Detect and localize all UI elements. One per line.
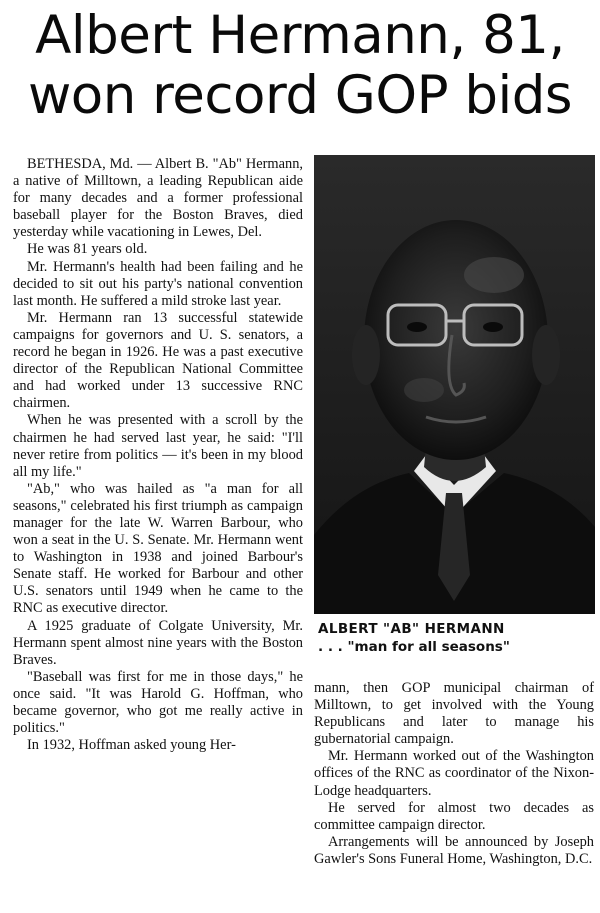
- article-paragraph: A 1925 graduate of Colgate University, Mr. Hermann spent almost nine years with the Boston Braves.: [13, 617, 303, 668]
- article-column-left: [13, 156, 303, 754]
- article-paragraph: Arrangements will be announced by Joseph Gawler's Sons Funeral Home, Washington, D.C.: [314, 833, 594, 867]
- article-paragraph: Mr. Hermann worked out of the Washington offices of the RNC as coordinator of the Nixon-Lodge headquarters.: [314, 748, 594, 799]
- caption-name: ALBERT "AB" HERMANN: [318, 621, 505, 637]
- article-paragraph: mann, then GOP municipal chairman of Milltown, to get involved with the Young Republicans and later to manage his gubernatorial campaign.: [314, 680, 594, 748]
- article-paragraph: He was 81 years old.: [27, 241, 148, 258]
- headline-line-1: Albert Hermann, 81,: [35, 5, 565, 66]
- article-paragraph: He served for almost two decades as committee campaign director.: [314, 799, 594, 833]
- article-paragraph: Mr. Hermann's health had been failing and he decided to sit out his party's national convention last month. He suffered a mild stroke last year.: [13, 258, 303, 309]
- caption-quote: . . . "man for all seasons": [318, 639, 510, 655]
- article-paragraph: In 1932, Hoffman asked young Her-: [27, 737, 236, 754]
- article-paragraph: "Ab," who was hailed as "a man for all seasons," celebrated his first triumph as campaign manager for the late W. Warren Barbour, who won a seat in the U. S. Senate. Mr. Hermann went to Washington in 1938 and joined Barbour's Senate staff. He worked for Barbour and other U.S. senators until 1949 when he came to the RNC as executive director.: [13, 480, 303, 617]
- article-paragraph: When he was presented with a scroll by the chairmen he had served last year, he said: "I'll never retire from politics — it's been in my blood all my life.": [13, 412, 303, 480]
- article-paragraph: BETHESDA, Md. — Albert B. "Ab" Hermann, a native of Milltown, a leading Republican aide for many decades and a former professional baseball player for the Boston Braves, died yesterday while vacationing in Lewes, Del.: [13, 156, 303, 241]
- article-column-right: [314, 680, 594, 868]
- photo-caption: [318, 620, 593, 656]
- portrait-icon: [314, 155, 595, 614]
- headline-line-2: won record GOP bids: [27, 65, 573, 126]
- headline: [8, 6, 592, 126]
- article-paragraph: Mr. Hermann ran 13 successful statewide campaigns for governors and U. S. senators, a record he began in 1926. He was a past executive director of the Republican National Committee and had worked under 13 successive RNC chairmen.: [13, 309, 303, 412]
- portrait-photo: [314, 155, 595, 614]
- article-paragraph: "Baseball was first for me in those days," he once said. "It was Harold G. Hoffman, who became governor, who got me really active in politics.": [13, 668, 303, 737]
